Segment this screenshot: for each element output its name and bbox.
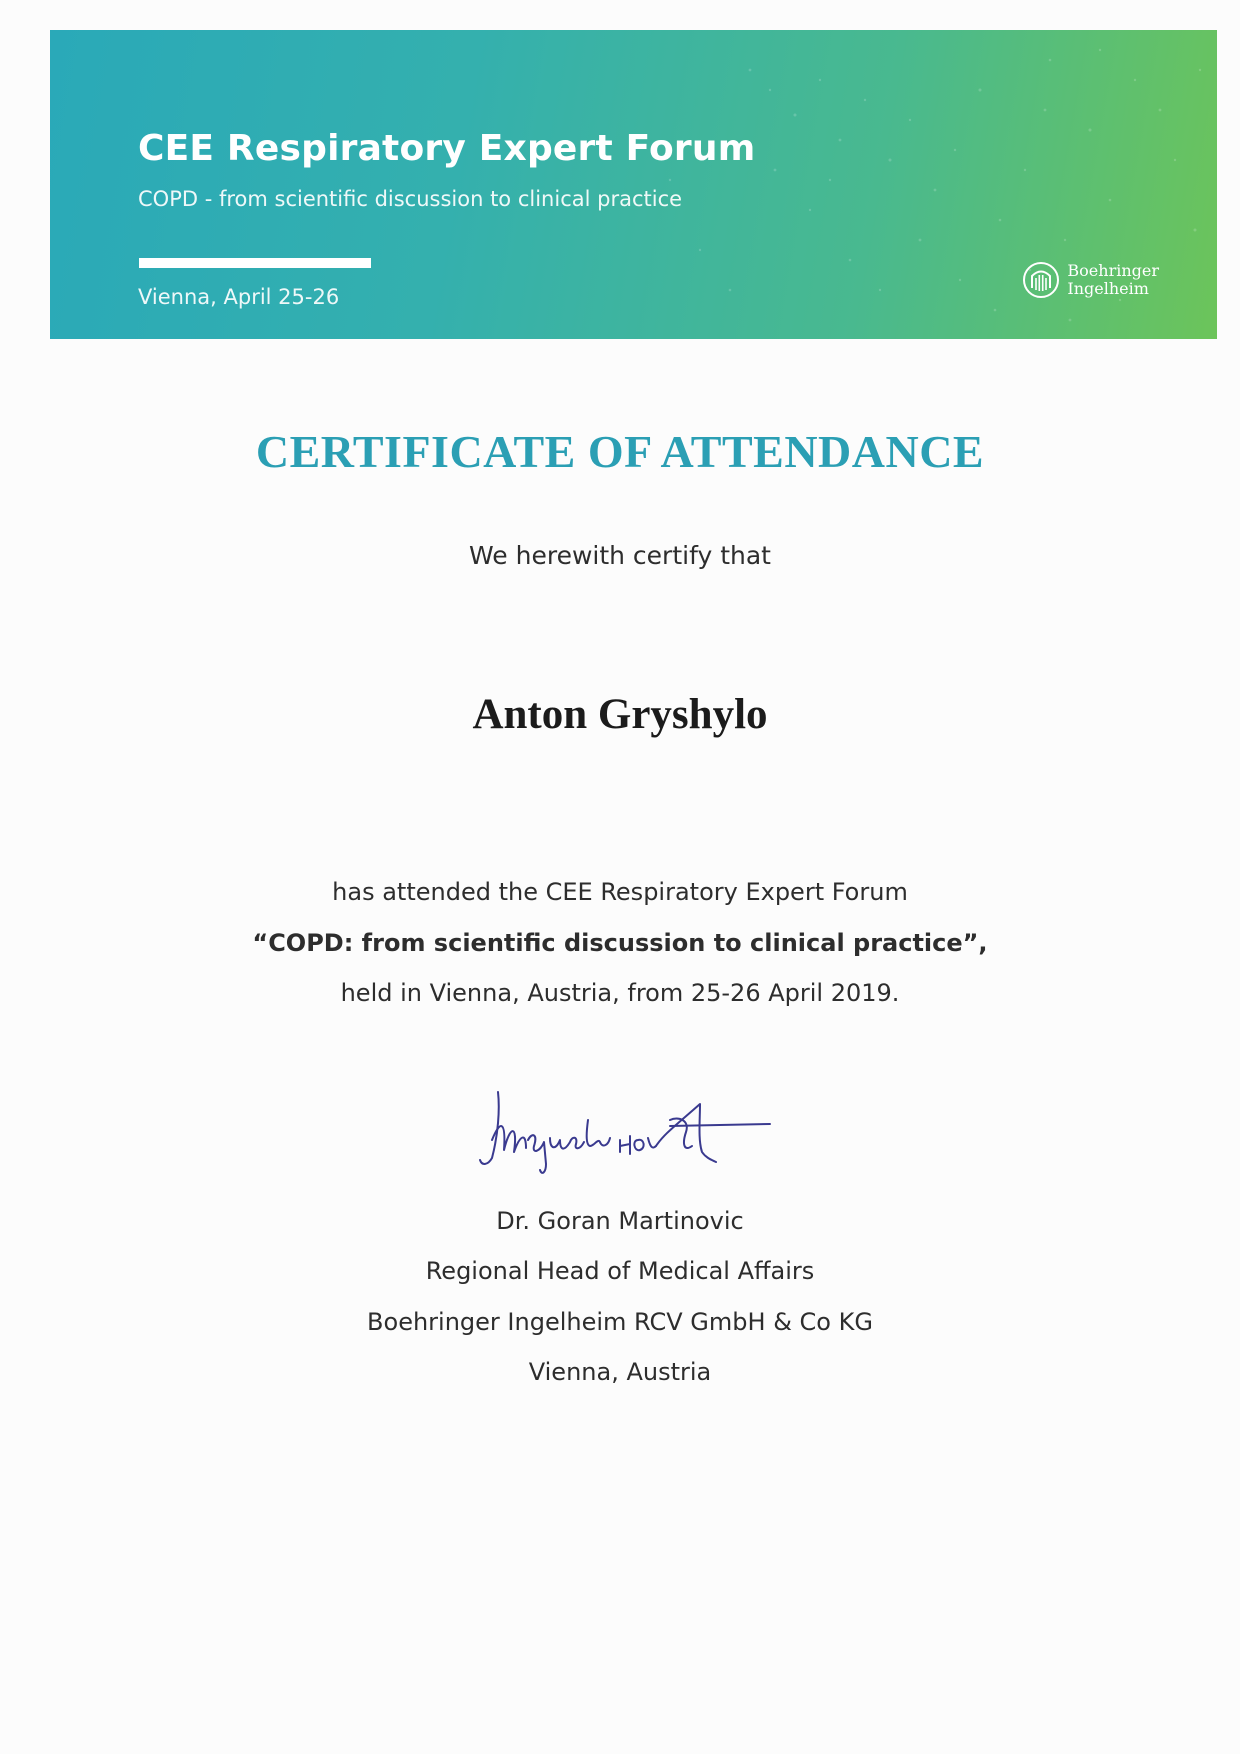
signatory-name: Dr. Goran Martinovic	[496, 1207, 744, 1235]
signatory-role: Regional Head of Medical Affairs	[425, 1257, 815, 1285]
banner-divider	[139, 258, 371, 268]
brand-name-line2: Ingelheim	[1067, 279, 1149, 298]
header-banner	[50, 30, 1217, 339]
signatory-location: Vienna, Austria	[528, 1358, 712, 1386]
brand-name	[1067, 262, 1159, 298]
event-details: held in Vienna, Austria, from 25-26 April 2019.	[340, 979, 900, 1007]
brand-logo	[1021, 260, 1159, 300]
banner-subtitle: COPD - from scientific discussion to clinical practice	[138, 187, 683, 211]
boehringer-ingelheim-logo-icon	[1021, 260, 1061, 300]
brand-name-line1: Boehringer	[1067, 261, 1159, 280]
handwritten-signature	[470, 1080, 790, 1195]
signatory-company: Boehringer Ingelheim RCV GmbH & Co KG	[367, 1308, 873, 1336]
recipient-name: Anton Gryshylo	[472, 691, 768, 738]
attendance-statement: has attended the CEE Respiratory Expert Forum	[332, 878, 908, 906]
banner-dates: Vienna, April 25-26	[138, 285, 340, 309]
event-title: “COPD: from scientific discussion to clinical practice”,	[252, 929, 988, 957]
certificate-intro: We herewith certify that	[469, 541, 771, 570]
banner-title: CEE Respiratory Expert Forum	[138, 128, 756, 169]
certificate-title: CERTIFICATE OF ATTENDANCE	[255, 426, 985, 477]
